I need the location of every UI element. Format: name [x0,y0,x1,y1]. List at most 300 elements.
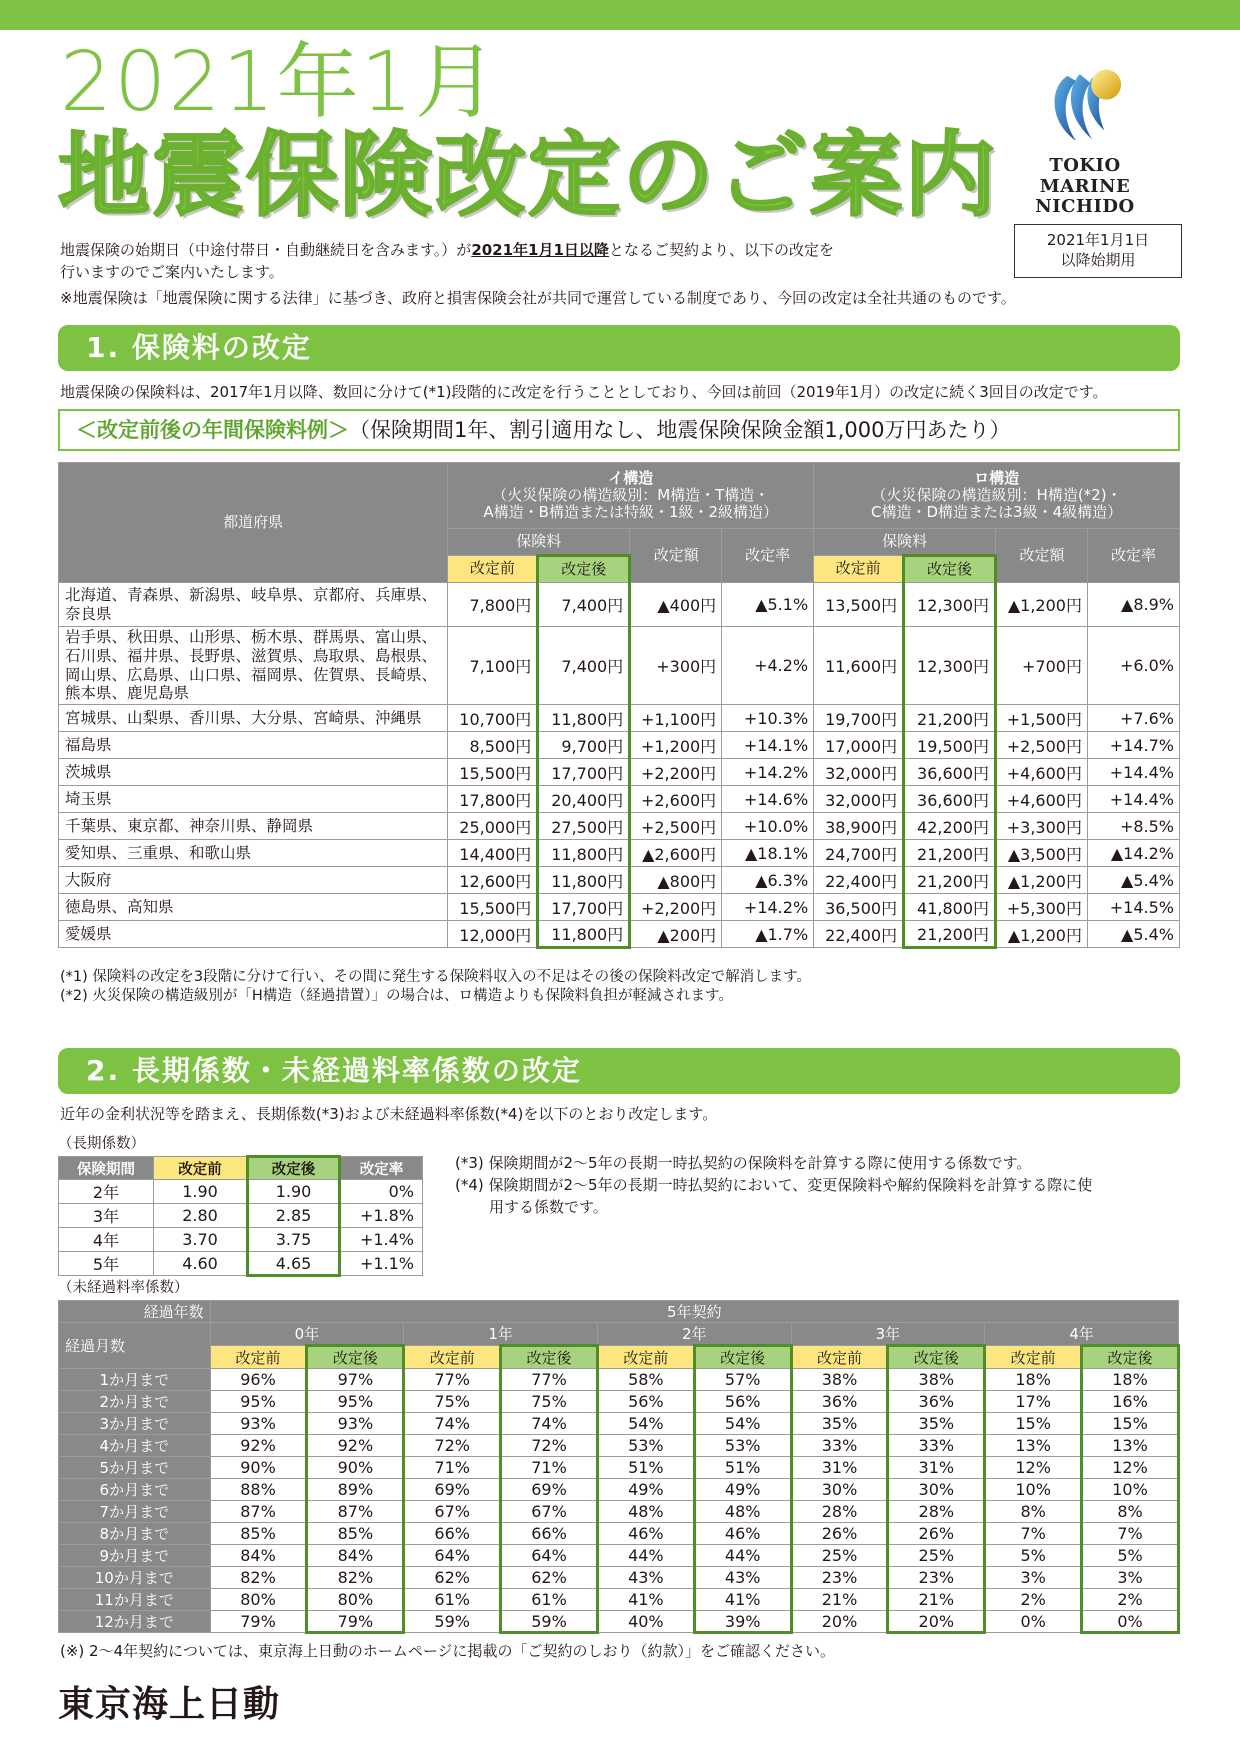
premium-cell-r-r: ▲14.2% [1087,840,1179,867]
unexpired-month-label: 9か月まで [59,1545,211,1567]
premium-cell-i-r: +14.6% [722,786,814,813]
structure-ro-sub1: （火災保険の構造級別：H構造(*2)・ [871,485,1122,504]
header-structure-i [448,463,814,529]
long-term-cell: 1.90 [154,1180,248,1204]
unexpired-cell: 80% [210,1589,307,1611]
long-term-label: （長期係数） [58,1136,145,1152]
unexpired-month-label: 7か月まで [59,1501,211,1523]
premium-cell-i-d: +1,200円 [630,732,722,759]
unexpired-cell: 89% [307,1479,404,1501]
unexpired-cell: 96% [210,1369,307,1391]
unexpired-cell: 17% [985,1391,1082,1413]
unexpired-cell: 49% [694,1479,791,1501]
header-after-i: 改定後 [538,556,630,583]
unexp-h-after: 改定後 [694,1346,791,1369]
unexp-h-before: 改定前 [597,1346,694,1369]
premium-cell-r-d: ▲1,200円 [996,583,1088,627]
unexp-h-months: 経過月数 [59,1323,211,1369]
long-term-cell: 3年 [59,1204,154,1228]
premium-cell-r-b: 11,600円 [814,627,904,705]
unexpired-cell: 38% [888,1369,985,1391]
premium-cell-i-b: 7,800円 [448,583,538,627]
long-term-cell: 5年 [59,1252,154,1276]
unexpired-cell: 25% [888,1545,985,1567]
unexpired-cell: 87% [307,1501,404,1523]
unexpired-month-label: 8か月まで [59,1523,211,1545]
unexpired-cell: 18% [985,1369,1082,1391]
premium-cell-r-a: 21,200円 [904,867,996,894]
premium-cell-i-r: +14.2% [722,894,814,921]
unexpired-cell: 0% [1082,1611,1179,1633]
unexpired-cell: 61% [404,1589,501,1611]
section2-footnotes [455,1153,1185,1218]
unexpired-cell: 5% [1082,1545,1179,1567]
unexpired-cell: 31% [791,1457,888,1479]
unexpired-cell: 67% [501,1501,598,1523]
unexpired-cell: 8% [1082,1501,1179,1523]
section1-header: 1. 保険料の改定 [58,325,1180,371]
premium-cell-r-r: +8.5% [1087,813,1179,840]
unexpired-cell: 95% [210,1391,307,1413]
long-term-cell: 3.75 [248,1228,340,1252]
premium-cell-i-b: 12,000円 [448,921,538,948]
long-h-period: 保険期間 [59,1157,154,1180]
unexpired-month-label: 4か月まで [59,1435,211,1457]
long-term-cell: 1.90 [248,1180,340,1204]
header-diff-i: 改定額 [630,529,722,583]
premium-cell-r-b: 38,900円 [814,813,904,840]
long-term-row [59,1180,423,1204]
premium-cell-r-b: 32,000円 [814,786,904,813]
unexpired-cell: 33% [791,1435,888,1457]
premium-cell-r-r: ▲8.9% [1087,583,1179,627]
premium-cell-i-b: 10,700円 [448,705,538,732]
premium-cell-i-b: 17,800円 [448,786,538,813]
unexpired-cell: 26% [888,1523,985,1545]
unexpired-cell: 33% [888,1435,985,1457]
premium-cell-i-a: 11,800円 [538,705,630,732]
unexpired-cell: 74% [501,1413,598,1435]
unexpired-row [59,1391,1179,1413]
unexpired-month-label: 5か月まで [59,1457,211,1479]
unexpired-cell: 97% [307,1369,404,1391]
unexp-h-after: 改定後 [501,1346,598,1369]
footnote-1: (*1) 保険料の改定を3段階に分けて行い、その間に発生する保険料収入の不足はその後の保険料改定で解消します。 [60,969,811,985]
unexp-h-years: 経過年数 [59,1301,211,1323]
premium-cell-r-d: +4,600円 [996,786,1088,813]
premium-cell-r-d: +2,500円 [996,732,1088,759]
long-term-cell: +1.4% [340,1228,423,1252]
structure-ro-title: ロ構造 [974,468,1020,487]
unexpired-cell: 35% [888,1413,985,1435]
unexpired-cell: 44% [597,1545,694,1567]
unexpired-cell: 79% [307,1611,404,1633]
premium-cell-pref: 北海道、青森県、新潟県、岐阜県、京都府、兵庫県、奈良県 [59,583,448,627]
unexpired-cell: 5% [985,1545,1082,1567]
unexpired-cell: 12% [1082,1457,1179,1479]
unexpired-cell: 92% [307,1435,404,1457]
premium-cell-pref: 徳島県、高知県 [59,894,448,921]
unexp-h-year: 0年 [210,1323,404,1346]
premium-cell-r-d: ▲3,500円 [996,840,1088,867]
premium-cell-r-r: +14.4% [1087,786,1179,813]
premium-cell-r-b: 13,500円 [814,583,904,627]
section2-header: 2. 長期係数・未経過料率係数の改定 [58,1048,1180,1094]
unexpired-cell: 93% [210,1413,307,1435]
long-h-rate: 改定率 [340,1157,423,1180]
unexpired-cell: 82% [307,1567,404,1589]
unexpired-row [59,1413,1179,1435]
long-term-cell: 0% [340,1180,423,1204]
intro-text [60,240,960,284]
unexpired-row [59,1589,1179,1611]
unexpired-cell: 77% [404,1369,501,1391]
page-title: 地震保険改定のご案内 [58,122,999,229]
unexpired-cell: 66% [404,1523,501,1545]
unexpired-cell: 64% [404,1545,501,1567]
premium-cell-i-d: ▲400円 [630,583,722,627]
header-before-i: 改定前 [448,556,538,583]
unexpired-cell: 46% [597,1523,694,1545]
premium-row [59,840,1180,867]
unexpired-cell: 74% [404,1413,501,1435]
badge-line1: 2021年1月1日 [1046,231,1150,249]
premium-cell-r-a: 12,300円 [904,583,996,627]
unexpired-row [59,1435,1179,1457]
unexpired-cell: 79% [210,1611,307,1633]
premium-cell-r-a: 42,200円 [904,813,996,840]
company-logo [1020,60,1150,218]
premium-cell-pref: 千葉県、東京都、神奈川県、静岡県 [59,813,448,840]
premium-cell-pref: 岩手県、秋田県、山形県、栃木県、群馬県、富山県、石川県、福井県、長野県、滋賀県、鳥取県、島根県、岡山県、広島県、山口県、福岡県、佐賀県、長崎県、熊本県、鹿児島県 [59,627,448,705]
unexpired-cell: 12% [985,1457,1082,1479]
unexpired-cell: 53% [597,1435,694,1457]
unexp-h-year: 2年 [597,1323,791,1346]
long-term-cell: 3.70 [154,1228,248,1252]
unexpired-cell: 2% [985,1589,1082,1611]
premium-cell-r-b: 24,700円 [814,840,904,867]
unexpired-cell: 20% [888,1611,985,1633]
unexpired-cell: 30% [791,1479,888,1501]
unexpired-cell: 61% [501,1589,598,1611]
unexpired-cell: 67% [404,1501,501,1523]
premium-cell-i-a: 17,700円 [538,894,630,921]
premium-row [59,921,1180,948]
premium-cell-i-a: 7,400円 [538,627,630,705]
premium-cell-i-r: ▲18.1% [722,840,814,867]
unexpired-cell: 0% [985,1611,1082,1633]
unexpired-cell: 84% [210,1545,307,1567]
structure-i-sub2: A構造・B構造または特級・1級・2級構造） [483,503,779,522]
unexpired-cell: 20% [791,1611,888,1633]
unexpired-cell: 54% [597,1413,694,1435]
premium-cell-i-a: 11,800円 [538,840,630,867]
unexpired-row [59,1567,1179,1589]
premium-cell-i-d: ▲800円 [630,867,722,894]
unexpired-cell: 75% [501,1391,598,1413]
premium-cell-i-a: 9,700円 [538,732,630,759]
unexpired-cell: 23% [888,1567,985,1589]
unexpired-cell: 75% [404,1391,501,1413]
premium-cell-r-r: ▲5.4% [1087,921,1179,948]
unexpired-row [59,1369,1179,1391]
long-term-cell: 4.60 [154,1252,248,1276]
premium-cell-i-d: +2,200円 [630,894,722,921]
premium-row [59,732,1180,759]
unexpired-cell: 90% [307,1457,404,1479]
premium-table [58,462,1180,949]
unexpired-cell: 28% [791,1501,888,1523]
unexpired-cell: 58% [597,1369,694,1391]
unexpired-month-label: 1か月まで [59,1369,211,1391]
unexpired-cell: 53% [694,1435,791,1457]
unexpired-cell: 57% [694,1369,791,1391]
applicability-badge [1014,224,1182,278]
premium-cell-i-d: +300円 [630,627,722,705]
premium-cell-i-b: 15,500円 [448,759,538,786]
header-rate-ro: 改定率 [1087,529,1179,583]
unexpired-cell: 82% [210,1567,307,1589]
long-term-cell: 2年 [59,1180,154,1204]
intro-d: 行いますのでご案内いたします。 [60,262,284,281]
unexpired-cell: 39% [694,1611,791,1633]
premium-cell-r-b: 17,000円 [814,732,904,759]
unexpired-cell: 93% [307,1413,404,1435]
unexpired-cell: 16% [1082,1391,1179,1413]
premium-row [59,867,1180,894]
premium-cell-r-d: +1,500円 [996,705,1088,732]
premium-cell-pref: 愛媛県 [59,921,448,948]
unexpired-cell: 48% [694,1501,791,1523]
unexpired-cell: 54% [694,1413,791,1435]
premium-cell-pref: 宮城県、山梨県、香川県、大分県、宮崎県、沖縄県 [59,705,448,732]
unexpired-cell: 21% [791,1589,888,1611]
premium-cell-r-r: +14.4% [1087,759,1179,786]
premium-cell-r-r: ▲5.4% [1087,867,1179,894]
premium-cell-pref: 埼玉県 [59,786,448,813]
unexpired-month-label: 10か月まで [59,1567,211,1589]
footnote-3: (*3) 保険期間が2～5年の長期一時払契約の保険料を計算する際に使用する係数です。 [455,1154,1032,1172]
logo-text-line1: TOKIO MARINE [1039,155,1131,197]
premium-cell-pref: 福島県 [59,732,448,759]
header-diff-ro: 改定額 [996,529,1088,583]
premium-cell-r-a: 36,600円 [904,759,996,786]
premium-cell-r-r: +7.6% [1087,705,1179,732]
unexpired-cell: 30% [888,1479,985,1501]
unexp-h-year: 1年 [404,1323,598,1346]
unexpired-cell: 3% [985,1567,1082,1589]
unexp-h-after: 改定後 [307,1346,404,1369]
unexp-h-after: 改定後 [1082,1346,1179,1369]
premium-cell-i-b: 25,000円 [448,813,538,840]
section1-description: 地震保険の保険料は、2017年1月以降、数回に分けて(*1)段階的に改定を行うこととしており、今回は前回（2019年1月）の改定に続く3回目の改定です。 [60,383,1108,401]
premium-cell-i-d: +2,200円 [630,759,722,786]
unexpired-cell: 62% [404,1567,501,1589]
long-term-cell: 4.65 [248,1252,340,1276]
intro-c: となるご契約より、以下の改定を [608,241,834,259]
unexpired-cell: 64% [501,1545,598,1567]
unexpired-month-label: 6か月まで [59,1479,211,1501]
structure-i-sub1: （火災保険の構造級別：M構造・T構造・ [492,485,770,504]
premium-cell-i-d: +2,600円 [630,786,722,813]
unexpired-cell: 77% [501,1369,598,1391]
footnote-4a: (*4) 保険期間が2～5年の長期一時払契約において、変更保険料や解約保険料を計算する際に使 [455,1175,1093,1194]
long-h-after: 改定後 [248,1157,340,1180]
premium-cell-i-b: 12,600円 [448,867,538,894]
header-premium-i: 保険料 [448,529,630,556]
premium-cell-i-b: 8,500円 [448,732,538,759]
premium-cell-i-d: +2,500円 [630,813,722,840]
unexpired-cell: 51% [694,1457,791,1479]
premium-cell-i-a: 11,800円 [538,867,630,894]
unexpired-cell: 56% [597,1391,694,1413]
unexp-h-before: 改定前 [791,1346,888,1369]
premium-cell-i-a: 20,400円 [538,786,630,813]
premium-cell-i-a: 27,500円 [538,813,630,840]
long-term-cell: 2.80 [154,1204,248,1228]
unexpired-cell: 18% [1082,1369,1179,1391]
unexpired-cell: 66% [501,1523,598,1545]
premium-cell-i-r: +4.2% [722,627,814,705]
unexpired-row [59,1479,1179,1501]
premium-row [59,813,1180,840]
unexpired-cell: 46% [694,1523,791,1545]
unexpired-cell: 88% [210,1479,307,1501]
unexpired-cell: 85% [210,1523,307,1545]
unexp-h-after: 改定後 [888,1346,985,1369]
unexpired-row [59,1545,1179,1567]
unexpired-cell: 23% [791,1567,888,1589]
structure-i-title: イ構造 [608,468,654,487]
premium-cell-r-d: ▲1,200円 [996,867,1088,894]
unexpired-month-label: 2か月まで [59,1391,211,1413]
example-caption-conditions: （保険期間1年、割引適用なし、地震保険保険金額1,000万円あたり） [349,418,1011,442]
unexpired-cell: 72% [501,1435,598,1457]
premium-cell-r-r: +6.0% [1087,627,1179,705]
premium-cell-pref: 愛知県、三重県、和歌山県 [59,840,448,867]
unexpired-cell: 2% [1082,1589,1179,1611]
unexpired-cell: 41% [694,1589,791,1611]
premium-cell-r-r: +14.5% [1087,894,1179,921]
unexpired-cell: 59% [404,1611,501,1633]
premium-cell-i-r: +10.0% [722,813,814,840]
premium-cell-i-r: +14.1% [722,732,814,759]
unexpired-cell: 71% [404,1457,501,1479]
premium-cell-i-d: +1,100円 [630,705,722,732]
long-term-row [59,1228,423,1252]
premium-cell-r-b: 36,500円 [814,894,904,921]
header-prefecture: 都道府県 [59,463,448,583]
long-term-cell: 4年 [59,1228,154,1252]
premium-cell-i-d: ▲2,600円 [630,840,722,867]
premium-cell-r-a: 12,300円 [904,627,996,705]
unexpired-label: （未経過料率係数） [58,1280,189,1296]
unexpired-cell: 15% [985,1413,1082,1435]
premium-cell-r-d: +4,600円 [996,759,1088,786]
premium-cell-i-b: 15,500円 [448,894,538,921]
unexpired-row [59,1611,1179,1633]
unexpired-cell: 40% [597,1611,694,1633]
unexpired-cell: 8% [985,1501,1082,1523]
unexpired-cell: 3% [1082,1567,1179,1589]
unexpired-cell: 43% [597,1567,694,1589]
unexpired-cell: 36% [791,1391,888,1413]
top-accent-bar [0,0,1240,30]
unexpired-cell: 62% [501,1567,598,1589]
premium-row [59,894,1180,921]
unexp-h-5y: 5年契約 [210,1301,1178,1323]
premium-cell-i-a: 7,400円 [538,583,630,627]
unexpired-cell: 87% [210,1501,307,1523]
premium-cell-r-d: ▲1,200円 [996,921,1088,948]
premium-cell-r-b: 22,400円 [814,867,904,894]
section1-footnotes [60,968,811,1006]
header-after-ro: 改定後 [904,556,996,583]
premium-cell-i-r: ▲6.3% [722,867,814,894]
unexpired-cell: 90% [210,1457,307,1479]
premium-cell-i-r: +10.3% [722,705,814,732]
premium-cell-r-a: 36,600円 [904,786,996,813]
unexpired-row [59,1457,1179,1479]
unexpired-month-label: 3か月まで [59,1413,211,1435]
unexpired-month-label: 12か月まで [59,1611,211,1633]
unexp-h-before: 改定前 [985,1346,1082,1369]
premium-cell-r-b: 19,700円 [814,705,904,732]
header-premium-ro: 保険料 [814,529,996,556]
unexpired-cell: 7% [1082,1523,1179,1545]
unexpired-cell: 56% [694,1391,791,1413]
unexp-h-year: 3年 [791,1323,985,1346]
premium-cell-r-a: 21,200円 [904,840,996,867]
premium-cell-r-d: +5,300円 [996,894,1088,921]
issue-date-title: 2021年1月 [60,35,499,130]
header-rate-i: 改定率 [722,529,814,583]
section2-description: 近年の金利状況等を踏まえ、長期係数(*3)および未経過料率係数(*4)を以下のとおり改定します。 [60,1105,718,1123]
unexpired-cell: 69% [501,1479,598,1501]
premium-cell-r-b: 32,000円 [814,759,904,786]
example-caption-title: ＜改定前後の年間保険料例＞ [76,418,349,442]
footnote-4b: 用する係数です。 [489,1197,608,1216]
unexpired-cell: 43% [694,1567,791,1589]
header-before-ro: 改定前 [814,556,904,583]
premium-cell-pref: 茨城県 [59,759,448,786]
example-caption [58,409,1180,451]
unexpired-cell: 92% [210,1435,307,1457]
tokio-marine-logo-icon [1041,60,1129,148]
footnote-2: (*2) 火災保険の構造級別が「H構造（経過措置）」の場合は、ロ構造よりも保険料負担が軽減されます。 [60,987,733,1004]
premium-cell-i-r: +14.2% [722,759,814,786]
unexpired-row [59,1523,1179,1545]
unexpired-cell: 15% [1082,1413,1179,1435]
unexpired-cell: 95% [307,1391,404,1413]
unexpired-cell: 7% [985,1523,1082,1545]
unexpired-cell: 26% [791,1523,888,1545]
header-structure-ro [814,463,1180,529]
unexpired-cell: 72% [404,1435,501,1457]
footer-brand: 東京海上日動 [58,1684,281,1725]
unexpired-cell: 84% [307,1545,404,1567]
unexpired-cell: 38% [791,1369,888,1391]
premium-cell-r-a: 21,200円 [904,705,996,732]
unexpired-cell: 21% [888,1589,985,1611]
unexpired-cell: 10% [985,1479,1082,1501]
unexp-h-before: 改定前 [404,1346,501,1369]
premium-cell-i-r: ▲5.1% [722,583,814,627]
unexpired-cell: 36% [888,1391,985,1413]
unexpired-coefficient-table [58,1300,1180,1634]
unexp-h-year: 4年 [985,1323,1179,1346]
unexpired-cell: 13% [1082,1435,1179,1457]
